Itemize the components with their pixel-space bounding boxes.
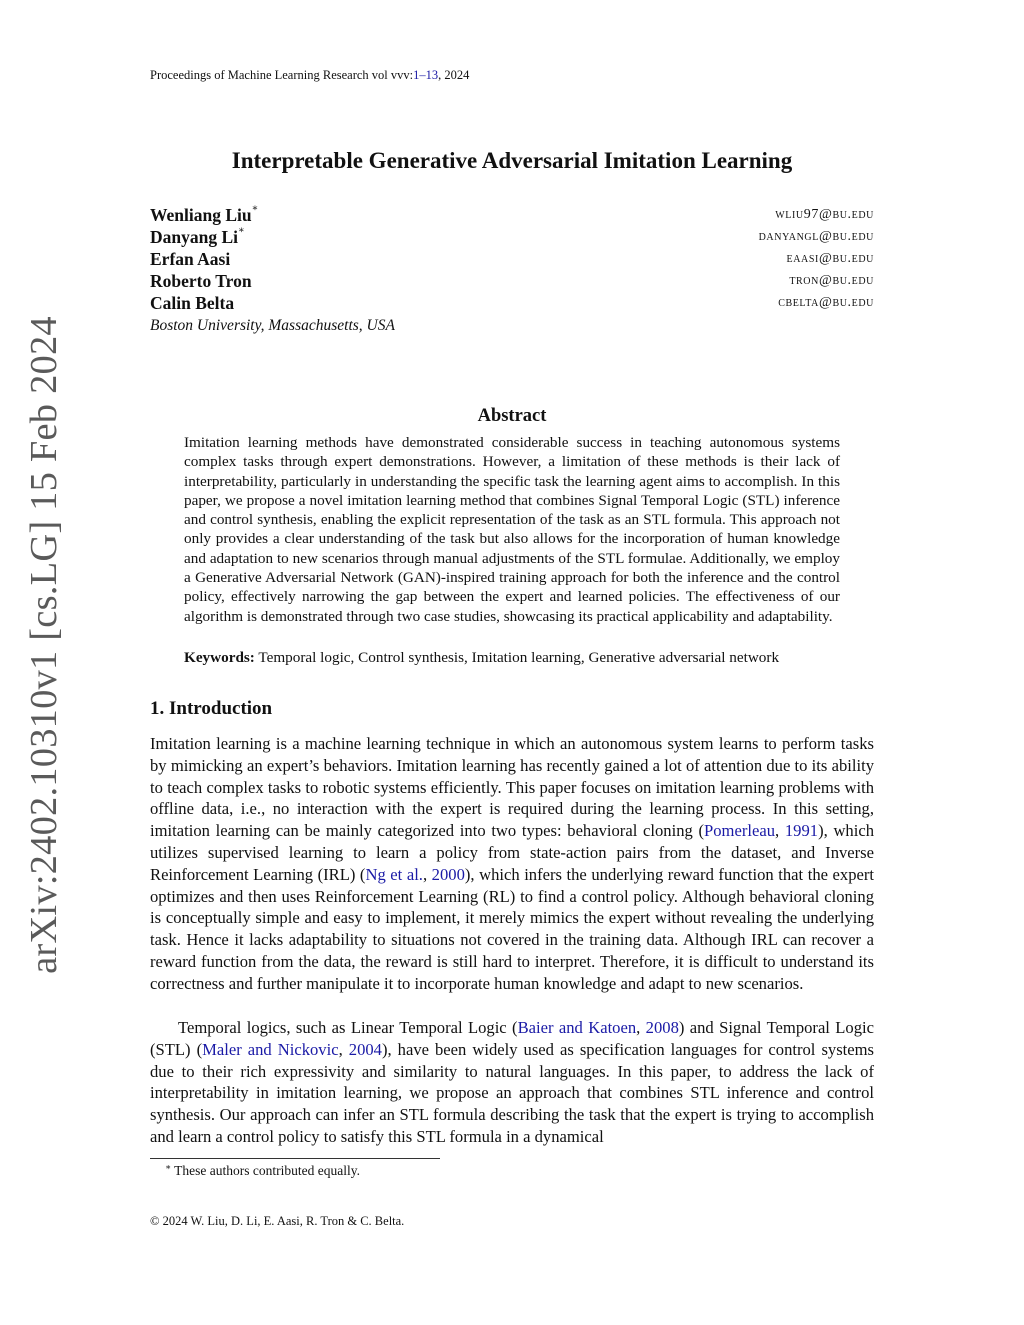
citation-link[interactable]: 2000 xyxy=(431,864,465,884)
arxiv-identifier: arXiv:2402.10310v1 [cs.LG] 15 Feb 2024 xyxy=(23,316,65,974)
author-name: Roberto Tron xyxy=(150,271,252,291)
copyright: © 2024 W. Liu, D. Li, E. Aasi, R. Tron & C. Belta. xyxy=(150,1214,405,1228)
citation-link[interactable]: 1991 xyxy=(784,821,819,841)
citation-link[interactable]: Baier and Katoen xyxy=(517,1018,637,1037)
author-row xyxy=(150,205,874,227)
author-name: Wenliang Liu∗ xyxy=(150,203,259,225)
affiliation: Boston University, Massachusetts, USA xyxy=(150,317,395,334)
keywords-label: Keywords: xyxy=(184,649,255,666)
footnote: ∗ These authors contributed equally. xyxy=(165,1162,360,1178)
proceedings-header: Proceedings of Machine Learning Research vol vvv:1–13, 2024 xyxy=(150,68,470,82)
author-row xyxy=(150,293,874,315)
author-row xyxy=(150,271,874,293)
author-name: Calin Belta xyxy=(150,293,235,313)
section-heading: 1. Introduction xyxy=(150,698,273,719)
author-email: danyangl@bu.edu xyxy=(758,229,874,244)
citation-link[interactable]: Maler and Nickovic xyxy=(202,1039,339,1059)
footnote-divider xyxy=(150,1158,440,1159)
paper-title: Interpretable Generative Adversarial Imitation Learning xyxy=(231,148,793,173)
citation-link[interactable]: Ng et al. xyxy=(365,864,423,884)
citation-link[interactable]: 2008 xyxy=(645,1018,679,1037)
author-row xyxy=(150,227,874,249)
keywords xyxy=(184,649,884,667)
author-email: cbelta@bu.edu xyxy=(778,295,874,310)
page-range-link[interactable]: 1–13 xyxy=(413,68,439,82)
abstract-text: Imitation learning methods have demonstrated considerable success in teaching autonomous systems complex tasks through expert demonstrations. However, a limitation of these methods is their lack of interpretability, particularly in understanding the specific task the learning agent aims to accomplish. In this paper, we propose a novel imitation learning method that combines Signal Temporal Logic (STL) inference and control synthesis, enabling the explicit representation of the task as an STL formula. This approach not only provides a clear understanding of the task but also allows for the incorporation of human knowledge and adaptation to new scenarios through manual adjustments of the STL formulae. Additionally, we employ a Generative Adversarial Network (GAN)-inspired training approach for both the inference and the control policy, effectively narrowing the gap between the expert and learned policies. The effectiveness of our algorithm is demonstrated through two case studies, showcasing its practical applicability and adaptability. xyxy=(184,434,840,625)
abstract-heading: Abstract xyxy=(477,406,547,426)
intro-paragraph-1: Imitation learning is a machine learning technique in which an autonomous system learns to perform tasks by mimicking an expert’s behaviors. Imitation learning has recently gained a lot of attention due to its ability to teach complex tasks to robotic systems efficiently. This paper focuses on imitation learning problems with offline data, i.e., no interaction with the expert is required during the learning process. In this setting, imitation learning can be mainly categorized into two types: behavioral cloning (Pomerleau, 1991), which utilizes supervised learning to learn a policy from state-action pairs from the dataset, and Inverse Reinforcement Learning (IRL) (Ng et al., 2000), which infers the underlying reward function that the expert optimizes and then uses Reinforcement Learning (RL) to find a control policy. Although behavioral cloning is conceptually simple and easy to implement, it merely mimics the expert without revealing the underlying task. Hence it lacks adaptability to situations not covered in the training data. Although IRL can recover a reward function from the data, the reward is still hard to interpret. Therefore, it is difficult to understand its correctness and further manipulate it to incorporate human knowledge and adapt to new scenarios. xyxy=(150,734,875,993)
author-name: Danyang Li∗ xyxy=(150,225,245,247)
author-row xyxy=(150,249,874,271)
author-block xyxy=(150,205,874,335)
keywords-list: Temporal logic, Control synthesis, Imitation learning, Generative adversarial network xyxy=(258,649,780,666)
citation-link[interactable]: Pomerleau xyxy=(704,821,775,841)
author-email: wliu97@bu.edu xyxy=(775,207,874,222)
citation-link[interactable]: 2004 xyxy=(348,1039,382,1059)
author-email: eaasi@bu.edu xyxy=(786,251,874,266)
intro-paragraph-2: Temporal logics, such as Linear Temporal Logic (Baier and Katoen, 2008) and Signal Temporal Logic (STL) (Maler and Nickovic, 2004), have been widely used as specification languages for control systems due to their rich expressivity and similarity to natural languages. In this paper, to address the lack of interpretability in imitation learning, we propose an approach that combines STL inference and control synthesis. Our approach can infer an STL formula describing the task that the expert is trying to accomplish and learn a control policy to satisfy this STL formula in a dynamical xyxy=(150,1018,875,1146)
author-email: tron@bu.edu xyxy=(789,273,874,288)
author-name: Erfan Aasi xyxy=(150,249,231,269)
